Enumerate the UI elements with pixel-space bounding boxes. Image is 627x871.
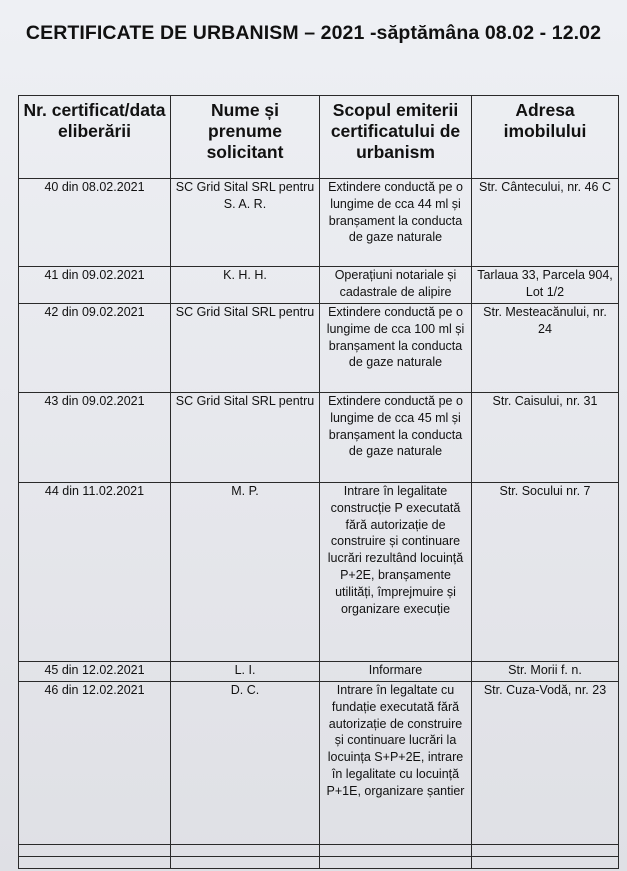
certificates-table: [18, 95, 619, 869]
cell-adresa: Str. Socului nr. 7: [472, 483, 619, 662]
table-row: [19, 179, 619, 267]
cell-nr-data: 40 din 08.02.2021: [19, 179, 171, 267]
empty-cell: [320, 845, 472, 857]
table-row: [19, 682, 619, 845]
cell-adresa: Str. Cântecului, nr. 46 C: [472, 179, 619, 267]
cell-scop: Intrare în legalitate construcție P executată fără autorizație de construire și continuare lucrări rezultând locuință P+2E, branșamente utilități, împrejmuire și organizare execuție: [320, 483, 472, 662]
cell-scop: Extindere conductă pe o lungime de cca 100 ml și branșament la conducta de gaze naturale: [320, 304, 472, 393]
cell-nr-data: 43 din 09.02.2021: [19, 393, 171, 483]
empty-cell: [19, 845, 171, 857]
cell-solicitant: D. C.: [171, 682, 320, 845]
cell-nr-data: 41 din 09.02.2021: [19, 267, 171, 304]
cell-solicitant: SC Grid Sital SRL pentru: [171, 304, 320, 393]
cell-solicitant: SC Grid Sital SRL pentru S. A. R.: [171, 179, 320, 267]
table-header-row: [19, 96, 619, 179]
cell-adresa: Str. Cuza-Vodă, nr. 23: [472, 682, 619, 845]
cell-nr-data: 44 din 11.02.2021: [19, 483, 171, 662]
document-title: CERTIFICATE DE URBANISM – 2021 -săptămâna 08.02 - 12.02: [25, 22, 602, 44]
table-row: [19, 662, 619, 682]
cell-solicitant: L. I.: [171, 662, 320, 682]
cell-scop: Extindere conductă pe o lungime de cca 45 ml și branșament la conducta de gaze naturale: [320, 393, 472, 483]
table-row: [19, 267, 619, 304]
table-row: [19, 393, 619, 483]
empty-row: [19, 845, 619, 857]
table-row: [19, 304, 619, 393]
empty-row: [19, 857, 619, 869]
header-solicitant: Nume și prenume solicitant: [171, 96, 320, 179]
empty-cell: [171, 857, 320, 869]
empty-cell: [472, 857, 619, 869]
cell-adresa: Str. Mesteacănului, nr. 24: [472, 304, 619, 393]
cell-scop: Extindere conductă pe o lungime de cca 44 ml și branșament la conducta de gaze naturale: [320, 179, 472, 267]
table-row: [19, 483, 619, 662]
cell-nr-data: 45 din 12.02.2021: [19, 662, 171, 682]
cell-adresa: Tarlaua 33, Parcela 904, Lot 1/2: [472, 267, 619, 304]
cell-nr-data: 42 din 09.02.2021: [19, 304, 171, 393]
cell-scop: Intrare în legaltate cu fundație executată fără autorizație de construire și continuare lucrări la locuința S+P+2E, intrare în legalitate cu locuință P+1E, organizare șantier: [320, 682, 472, 845]
empty-cell: [19, 857, 171, 869]
header-adresa: Adresa imobilului: [472, 96, 619, 179]
cell-scop: Operațiuni notariale și cadastrale de alipire: [320, 267, 472, 304]
cell-solicitant: K. H. H.: [171, 267, 320, 304]
cell-solicitant: M. P.: [171, 483, 320, 662]
cell-adresa: Str. Morii f. n.: [472, 662, 619, 682]
empty-cell: [171, 845, 320, 857]
cell-adresa: Str. Caisului, nr. 31: [472, 393, 619, 483]
empty-cell: [320, 857, 472, 869]
cell-solicitant: SC Grid Sital SRL pentru: [171, 393, 320, 483]
header-scop: Scopul emiterii certificatului de urbanism: [320, 96, 472, 179]
cell-scop: Informare: [320, 662, 472, 682]
empty-cell: [472, 845, 619, 857]
cell-nr-data: 46 din 12.02.2021: [19, 682, 171, 845]
header-nr-data: Nr. certificat/data eliberării: [19, 96, 171, 179]
